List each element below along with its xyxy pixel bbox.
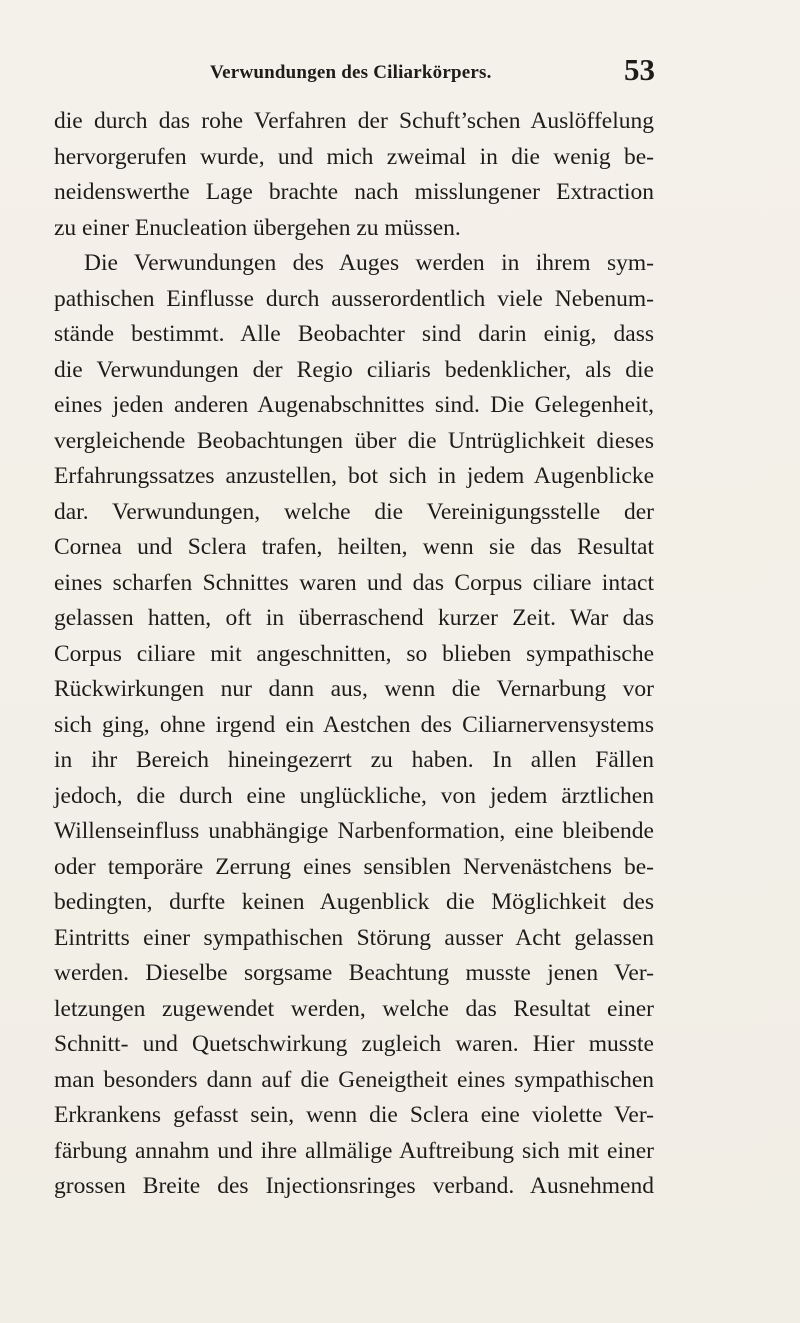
text-line: oder temporäre Zerrung eines sensiblen Nervenästchens be- bbox=[54, 853, 654, 880]
text-line: eines scharfen Schnittes waren und das Corpus ciliare intact bbox=[54, 569, 654, 596]
text-line: zu einer Enucleation übergehen zu müssen. bbox=[54, 214, 461, 241]
text-line: neidenswerthe Lage brachte nach misslungener Extraction bbox=[54, 179, 654, 205]
text-line: bedingten, durfte keinen Augenblick die Möglichkeit des bbox=[54, 889, 654, 915]
body-text bbox=[54, 104, 654, 1205]
text-line: dar. Verwundungen, welche die Vereinigungsstelle der bbox=[54, 498, 654, 525]
text-line: Rückwirkungen nur dann aus, wenn die Vernarbung vor bbox=[54, 676, 654, 702]
text-line: vergleichende Beobachtungen über die Untrüglichkeit dieses bbox=[54, 427, 654, 454]
paragraph-first-line: Die Verwundungen des Auges werden in ihrem sym- bbox=[84, 250, 654, 276]
text-line: letzungen zugewendet werden, welche das Resultat einer bbox=[54, 995, 654, 1022]
page-header bbox=[0, 52, 800, 96]
text-line: pathischen Einflusse durch ausserordentlich viele Nebenum- bbox=[54, 285, 654, 312]
text-line: gelassen hatten, oft in überraschend kurzer Zeit. War das bbox=[54, 605, 654, 631]
text-line: färbung annahm und ihre allmälige Auftreibung sich mit einer bbox=[54, 1137, 654, 1164]
text-line: in ihr Bereich hineingezerrt zu haben. In allen Fällen bbox=[54, 747, 654, 773]
text-line: die Verwundungen der Regio ciliaris bedenklicher, als die bbox=[54, 356, 654, 383]
text-line: man besonders dann auf die Geneigtheit eines sympathischen bbox=[54, 1066, 654, 1093]
text-line: jedoch, die durch eine unglückliche, von jedem ärztlichen bbox=[54, 782, 654, 809]
running-head: Verwundungen des Ciliarkörpers. bbox=[210, 62, 492, 83]
text-line: sich ging, ohne irgend ein Aestchen des Ciliarnervensystems bbox=[54, 711, 654, 738]
text-line: Eintritts einer sympathischen Störung ausser Acht gelassen bbox=[54, 924, 654, 951]
text-line: Corpus ciliare mit angeschnitten, so blieben sympathische bbox=[54, 640, 654, 667]
page-number: 53 bbox=[624, 52, 655, 87]
text-line: hervorgerufen wurde, und mich zweimal in die wenig be- bbox=[54, 143, 654, 170]
text-line: Erfahrungssatzes anzustellen, bot sich in jedem Augenblicke bbox=[54, 463, 654, 489]
text-line: Willenseinfluss unabhängige Narbenformation, eine bleibende bbox=[54, 818, 654, 844]
text-line: stände bestimmt. Alle Beobachter sind darin einig, dass bbox=[54, 321, 654, 347]
text-line: die durch das rohe Verfahren der Schuft’schen Auslöffelung bbox=[54, 108, 654, 134]
text-line: Erkrankens gefasst sein, wenn die Sclera eine violette Ver- bbox=[54, 1102, 654, 1128]
text-line: Cornea und Sclera trafen, heilten, wenn sie das Resultat bbox=[54, 534, 654, 560]
text-line: Schnitt- und Quetschwirkung zugleich waren. Hier musste bbox=[54, 1031, 654, 1057]
text-line: grossen Breite des Injectionsringes verband. Ausnehmend bbox=[54, 1173, 654, 1199]
text-line: werden. Dieselbe sorgsame Beachtung musste jenen Ver- bbox=[54, 960, 654, 986]
text-line: eines jeden anderen Augenabschnittes sind. Die Gelegenheit, bbox=[54, 392, 654, 418]
